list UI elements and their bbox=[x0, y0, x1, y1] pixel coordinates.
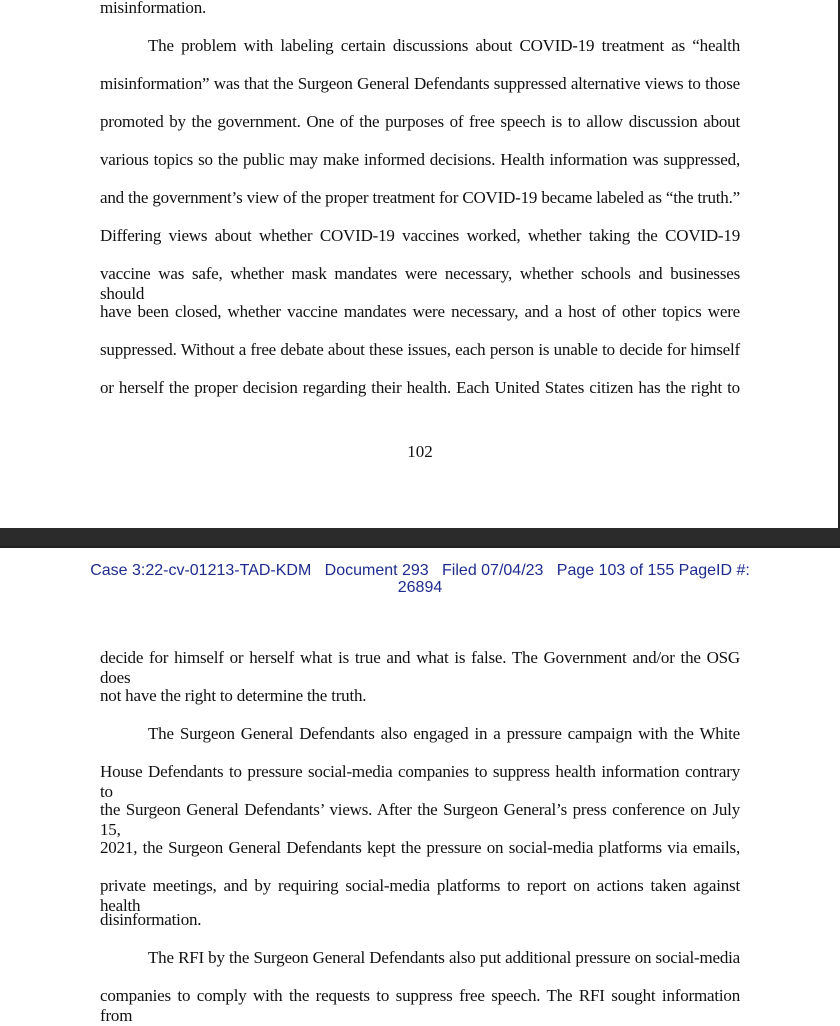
text-line: disinformation. bbox=[100, 910, 202, 929]
case-header-pageid: 26894 bbox=[397, 579, 443, 596]
text-line: suppressed. Without a free debate about these issues, each person is unable to decide for himself bbox=[100, 340, 740, 359]
text-line: 2021, the Surgeon General Defendants kept the pressure on social-media platforms via emails, bbox=[100, 838, 740, 857]
text-line: The RFI by the Surgeon General Defendants also put additional pressure on social-media bbox=[148, 948, 740, 967]
text-line: not have the right to determine the truth. bbox=[100, 686, 367, 705]
page-separator bbox=[0, 528, 840, 546]
case-header bbox=[0, 562, 840, 596]
text-line: The problem with labeling certain discussions about COVID-19 treatment as “health bbox=[148, 36, 740, 55]
text-line: or herself the proper decision regarding their health. Each United States citizen has the right to bbox=[100, 378, 740, 397]
text-line: misinformation. bbox=[100, 0, 207, 17]
text-line: private meetings, and by requiring social-media platforms to report on actions taken against health bbox=[100, 876, 740, 915]
text-line: various topics so the public may make informed decisions. Health information was suppressed, bbox=[100, 150, 740, 169]
page-number: 102 bbox=[407, 442, 433, 461]
text-line: the Surgeon General Defendants’ views. After the Surgeon General’s press conference on July 15, bbox=[100, 800, 740, 839]
text-line: The Surgeon General Defendants also engaged in a pressure campaign with the White bbox=[148, 724, 740, 743]
text-line: have been closed, whether vaccine mandates were necessary, and a host of other topics were bbox=[100, 302, 740, 321]
text-line: House Defendants to pressure social-media companies to suppress health information contrary to bbox=[100, 762, 740, 801]
text-line: vaccine was safe, whether mask mandates were necessary, whether schools and businesses should bbox=[100, 264, 740, 303]
text-line: decide for himself or herself what is true and what is false. The Government and/or the OSG does bbox=[100, 648, 740, 687]
text-line: companies to comply with the requests to suppress free speech. The RFI sought information from bbox=[100, 986, 740, 1025]
text-line: Differing views about whether COVID-19 vaccines worked, whether taking the COVID-19 bbox=[100, 226, 740, 245]
case-header-line: Case 3:22-cv-01213-TAD-KDM Document 293 Filed 07/04/23 Page 103 of 155 PageID #: bbox=[90, 562, 750, 579]
text-line: promoted by the government. One of the purposes of free speech is to allow discussion about bbox=[100, 112, 740, 131]
text-line: misinformation” was that the Surgeon General Defendants suppressed alternative views to those bbox=[100, 74, 740, 93]
text-line: and the government’s view of the proper treatment for COVID-19 became labeled as “the truth.” bbox=[100, 188, 740, 207]
